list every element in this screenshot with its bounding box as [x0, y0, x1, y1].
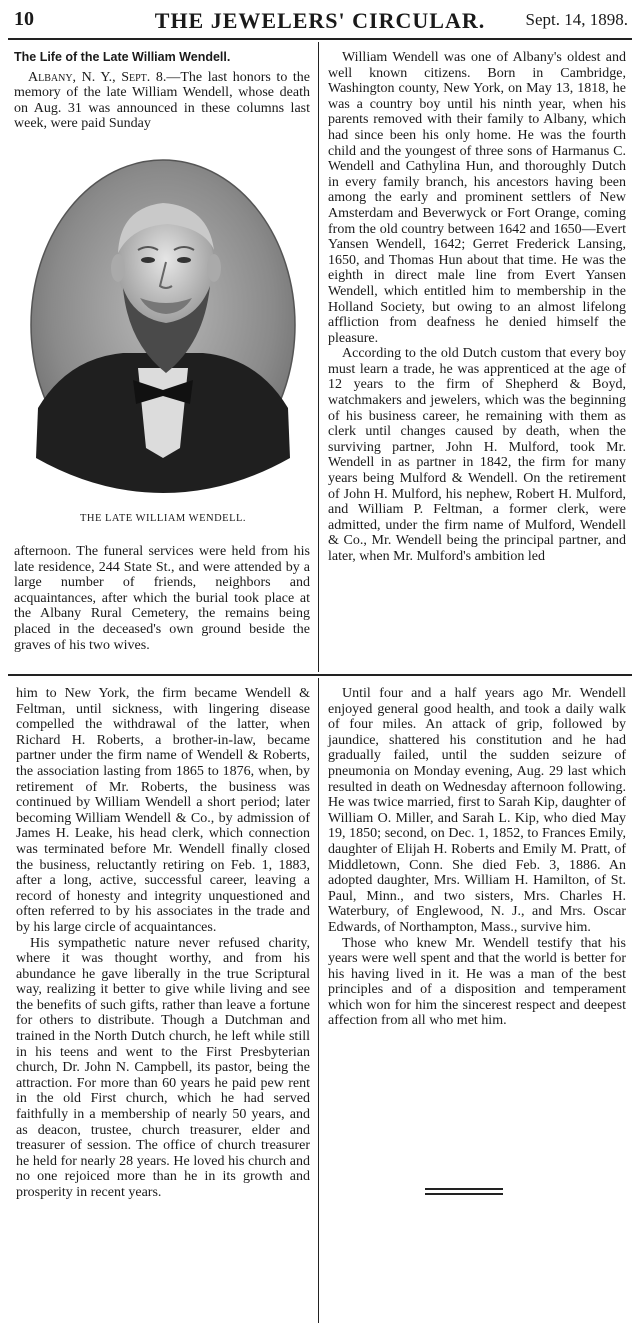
end-of-article-rule [425, 1188, 503, 1190]
section-rule [8, 674, 632, 676]
body-paragraph: William Wendell was one of Albany's oldest and well known citizens. Born in Cambridge, Washington county, New York, on May 13, 1818, he was a country boy until his ninth year, when his parents removed with their family to Albany, which had since been his only home. He was the fourth child and the youngest of three sons of Harmanus C. Wendell and Cathylina Hun, and thoroughly Dutch in every family branch, his ancestors having been among the early and prominent settlers of New Amsterdam and Beverwyck or Fort Orange, coming from the old country between 1642 and 1650—Evert Yansen Wendell, 1642; Gerret Frederick Lansing, 1650, and Thomas Hun about that time. He was the eighth in direct male line from Evert Yansen Wendell, which entitled him to membership in the Holland Society, but owing to an almost lifelong affliction from deafness he denied himself the pleasure. [328, 50, 626, 346]
lead-continued: afternoon. The funeral services were held from his late residence, 244 State St., and were attended by a large number of friends, neighbors and acquaintances, after which the burial took place at the Albany Rural Cemetery, the remains being placed in the deceased's own ground beside the graves of his two wives. [14, 544, 310, 653]
top-column-divider [318, 42, 319, 672]
issue-date: Sept. 14, 1898. [525, 10, 628, 29]
page-header [8, 8, 632, 38]
body-paragraph: Until four and a half years ago Mr. Wendell enjoyed general good health, and took a daily walk of four miles. An attack of grip, followed by jaundice, shattered his constitution and he had gradually failed, until the sudden seizure of pneumonia on Monday evening, Aug. 29 last which resulted in death on Wednesday afternoon following. He was twice married, first to Sarah Kip, daughter of William O. Miller, and Sarah L. Kip, who died May 19, 1850; second, on Dec. 1, 1852, to Frances Emily, daughter of Elijah H. Roberts and Emily M. Pratt, of Middletown, Conn. She died Feb. 3, 1886. An adopted daughter, Mrs. William H. Hamilton, of St. Paul, Minn., and two sisters, Mrs. Charles H. Waterbury, of Englewood, N. J., and Mrs. Oscar Edwards, of Northampton, Mass., survive him. [328, 686, 626, 935]
lead-text: —The last honors to the memory of the late William Wendell, whose death on Aug. 31 was announced in these columns last week, were paid Sunday [14, 69, 311, 132]
top-left-continuation [14, 544, 310, 653]
body-paragraph: Those who knew Mr. Wendell testify that his years were well spent and that the world is better for his having lived in it. He was a man of the best principles and of a disposition and temperament which won for him the sincerest respect and deepest affection from all who met him. [328, 935, 626, 1029]
bottom-right-column [328, 686, 626, 1029]
body-paragraph: His sympathetic nature never refused charity, where it was thought worthy, and from his abundance he gave liberally in the true Scriptural way, realizing it better to give while living and see the benefits of such gifts, rather than leave a fortune for others to distribute. Though a Dutchman and trained in the North Dutch church, he left while still in his teens and went to the First Presbyterian church, Dr. John N. Campbell, its pastor, being the attraction. For more than 60 years he paid pew rent in the old First church, which he had served faithfully in a membership of nearly 50 years, and as deacon, trustee, church treasurer, elder and treasurer of session. The office of church treasurer he held for nearly 28 years. He loved his church and no one rejoiced more than he in its growth and prosperity in recent years. [16, 935, 310, 1200]
portrait-image [28, 158, 298, 493]
top-right-column [328, 50, 626, 565]
bottom-column-divider [318, 678, 319, 1323]
publication-title: THE JEWELERS' CIRCULAR. [154, 8, 486, 33]
page-number: 10 [14, 8, 34, 30]
body-paragraph: According to the old Dutch custom that every boy must learn a trade, he was apprenticed at the age of 12 years to the firm of Shepherd & Boyd, watchmakers and jewelers, which was the beginning of his business career, he remaining with them as clerk until changes caused by death, when the surviving partner, John H. Mulford, took Mr. Wendell in as partner in 1842, the firm for many years being Mulford & Wendell. On the retirement of John H. Mulford, his nephew, Robert H. Mulford, and William P. Feltman, a former clerk, were admitted, under the firm name of Mulford, Wendell & Co., Mr. Wendell being the principal partner, and later, when Mr. Mulford's ambition led [328, 346, 626, 564]
portrait-engraving [28, 158, 298, 493]
body-paragraph: him to New York, the firm became Wendell & Feltman, until sickness, with lingering disease compelled the withdrawal of the latter, when Richard H. Roberts, a brother-in-law, became partner under the firm name of Wendell & Roberts, the association lasting from 1865 to 1876, when, by retirement of Mr. Roberts, the business was continued by William Wendell a short period; later becoming William Wendell & Co., by admission of James H. Leake, his head clerk, which connection was terminated before Mr. Wendell finally closed the business, reluctantly retiring on Feb. 1, 1883, after a long, active, successful career, leaving a record of honesty and integrity unquestioned and often referred to by his associates in the trade and by his large circle of acquaintances. [16, 686, 310, 935]
article-title: The Life of the Late William Wendell. [14, 50, 231, 64]
dateline: Albany, N. Y., Sept. 8. [28, 69, 167, 85]
lead-paragraph [14, 70, 310, 132]
top-left-column [14, 50, 310, 132]
portrait-caption: THE LATE WILLIAM WENDELL. [79, 513, 247, 524]
bottom-left-column [16, 686, 310, 1201]
header-rule [8, 38, 632, 40]
end-of-article-rule [425, 1193, 503, 1195]
